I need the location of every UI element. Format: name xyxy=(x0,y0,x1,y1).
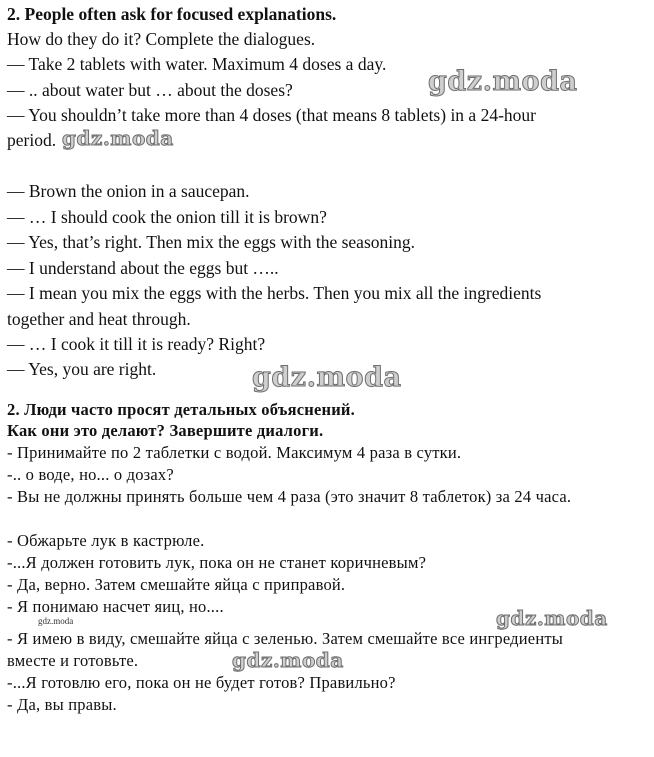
dialogue2-line: — Brown the onion in a saucepan. xyxy=(7,181,250,201)
english-intro: How do they do it? Complete the dialogues. xyxy=(7,29,316,49)
russian-intro: Как они это делают? Завершите диалоги. xyxy=(7,421,324,440)
watermark-logo: gdz.moda xyxy=(252,362,402,393)
dialogue2-line: together and heat through. xyxy=(7,309,191,329)
ru-dialogue1-line: -.. о воде, но... о дозах? xyxy=(7,465,174,484)
ru-dialogue2-line: вместе и готовьте. xyxy=(7,651,139,670)
dialogue1-line: — .. about water but … about the doses? xyxy=(7,80,293,100)
ru-dialogue2-line: - Да, верно. Затем смешайте яйца с приправой. xyxy=(7,575,346,594)
watermark-logo: gdz.moda xyxy=(496,606,608,630)
ru-dialogue2-line: - Я имею в виду, смешайте яйца с зеленью. Затем смешайте все ингредиенты xyxy=(7,629,564,648)
dialogue2-line: — … I cook it till it is ready? Right? xyxy=(7,334,266,354)
english-title: 2. People often ask for focused explanations. xyxy=(7,4,337,24)
dialogue1-line: — You shouldn’t take more than 4 doses (that means 8 tablets) in a 24-hour xyxy=(7,105,536,125)
ru-dialogue2-line: - Да, вы правы. xyxy=(7,695,117,714)
dialogue1-line: — Take 2 tablets with water. Maximum 4 doses a day. xyxy=(7,54,387,74)
dialogue1-line: period. xyxy=(7,130,57,150)
dialogue2-line: — Yes, that’s right. Then mix the eggs with the seasoning. xyxy=(7,232,415,252)
dialogue2-line: — … I should cook the onion till it is brown? xyxy=(7,207,327,227)
watermark-logo: gdz.moda xyxy=(232,648,344,672)
russian-title: 2. Люди часто просят детальных объяснений. xyxy=(7,400,355,419)
ru-dialogue1-line: - Принимайте по 2 таблетки с водой. Максимум 4 раза в сутки. xyxy=(7,443,462,462)
dialogue2-line: — I understand about the eggs but ….. xyxy=(7,258,279,278)
ru-dialogue2-line: - Я понимаю насчет яиц, но.... xyxy=(7,597,224,616)
ru-dialogue1-line: - Вы не должны принять больше чем 4 раза (это значит 8 таблеток) за 24 часа. xyxy=(7,487,572,506)
ru-dialogue2-line: -...Я готовлю его, пока он не будет готов? Правильно? xyxy=(7,673,396,692)
dialogue2-line: — Yes, you are right. xyxy=(7,359,157,379)
watermark-small: gdz.moda xyxy=(38,616,74,626)
ru-dialogue2-line: - Обжарьте лук в кастрюле. xyxy=(7,531,205,550)
watermark-logo: gdz.moda xyxy=(62,126,174,150)
dialogue2-line: — I mean you mix the eggs with the herbs. Then you mix all the ingredients xyxy=(7,283,542,303)
watermark-logo: gdz.moda xyxy=(428,66,578,97)
ru-dialogue2-line: -...Я должен готовить лук, пока он не станет коричневым? xyxy=(7,553,427,572)
